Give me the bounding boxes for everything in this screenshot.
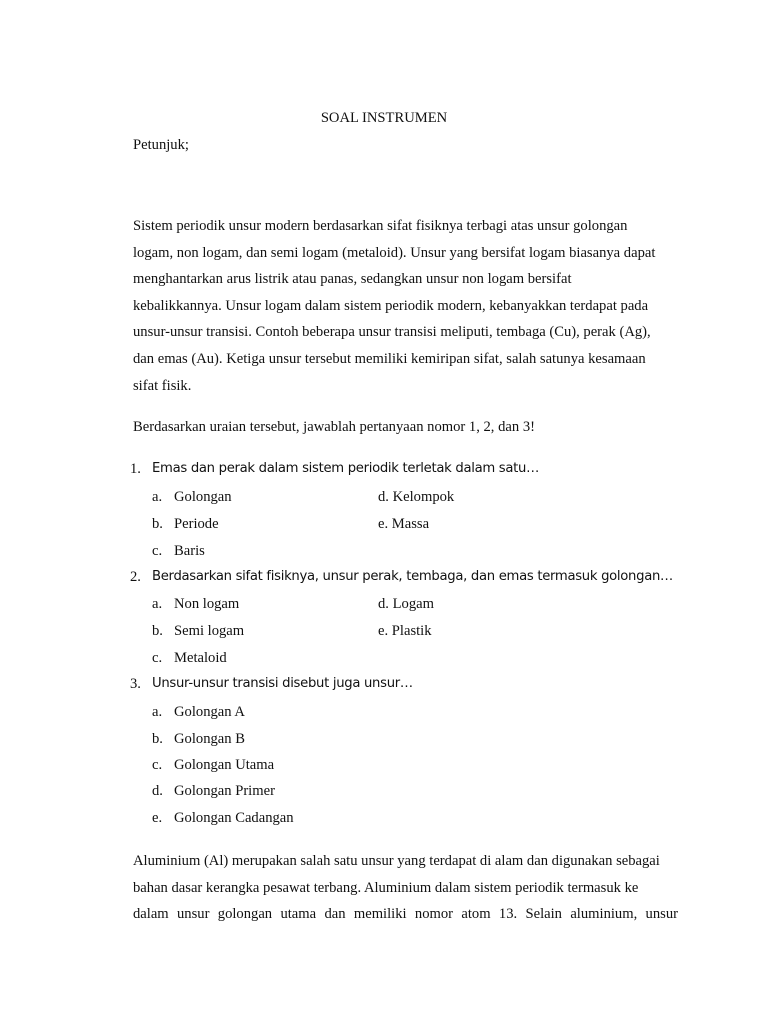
option-letter: c. <box>152 543 163 559</box>
option-text: Periode <box>174 516 219 532</box>
option-d <box>378 489 454 506</box>
option-c <box>152 650 227 667</box>
passage-line: dan emas (Au). Ketiga unsur tersebut memiliki kemiripan sifat, salah satunya kesamaan <box>133 350 646 367</box>
option-e <box>378 516 429 533</box>
question-number: 1. <box>130 461 141 477</box>
document-title: SOAL INSTRUMEN <box>320 110 448 126</box>
option-letter: a. <box>152 596 163 612</box>
option-letter: e. <box>378 516 389 532</box>
option-b <box>152 516 219 533</box>
option-a <box>152 596 239 613</box>
option-letter: b. <box>152 731 163 747</box>
instructions-label: Petunjuk; <box>133 137 189 153</box>
passage-line: menghantarkan arus listrik atau panas, sedangkan unsur non logam bersifat <box>133 271 572 288</box>
option-letter: b. <box>152 516 163 532</box>
option-letter: a. <box>152 489 163 505</box>
option-letter: b. <box>152 623 163 639</box>
question-number: 2. <box>130 569 141 585</box>
option-e <box>378 623 432 640</box>
option-letter: d. <box>152 783 163 799</box>
option-a <box>152 489 232 506</box>
passage-line: bahan dasar kerangka pesawat terbang. Aluminium dalam sistem periodik termasuk ke <box>133 879 639 896</box>
option-letter: d. <box>378 489 389 505</box>
option-c <box>152 757 274 774</box>
option-b <box>152 731 245 748</box>
option-text: Golongan A <box>174 704 245 720</box>
passage-line: dalam unsur golongan utama dan memiliki nomor atom 13. Selain aluminium, unsur <box>133 906 678 923</box>
option-c <box>152 543 205 560</box>
option-letter: a. <box>152 704 163 720</box>
option-d <box>378 596 434 613</box>
option-text: Logam <box>392 596 434 612</box>
option-text: Golongan Utama <box>174 757 275 773</box>
question-number: 3. <box>130 676 141 692</box>
option-text: Golongan Cadangan <box>174 810 294 826</box>
option-letter: e. <box>378 623 389 639</box>
option-text: Non logam <box>174 596 240 612</box>
option-a <box>152 704 245 721</box>
passage-line: Aluminium (Al) merupakan salah satu unsur yang terdapat di alam dan digunakan sebagai <box>133 853 660 869</box>
option-letter: c. <box>152 650 163 666</box>
option-d <box>152 783 275 800</box>
question-text: Berdasarkan sifat fisiknya, unsur perak, tembaga, dan emas termasuk golongan… <box>152 569 673 584</box>
passage-line: kebalikkannya. Unsur logam dalam sistem periodik modern, kebanyakkan terdapat pada <box>133 297 649 314</box>
passage-line: sifat fisik. <box>133 377 192 394</box>
option-text: Golongan <box>174 489 232 505</box>
option-text: Plastik <box>391 623 432 639</box>
option-text: Golongan Primer <box>174 783 275 799</box>
option-text: Metaloid <box>174 650 227 666</box>
option-text: Kelompok <box>392 489 455 505</box>
option-letter: d. <box>378 596 389 612</box>
reading-passage-2 <box>133 848 678 928</box>
passage-line: Sistem periodik unsur modern berdasarkan sifat fisiknya terbagi atas unsur golongan <box>133 218 628 234</box>
passage-line: unsur-unsur transisi. Contoh beberapa unsur transisi meliputi, tembaga (Cu), perak (Ag), <box>133 324 651 341</box>
option-letter: c. <box>152 757 163 773</box>
option-e <box>152 810 294 827</box>
option-text: Semi logam <box>174 623 245 639</box>
question-text: Emas dan perak dalam sistem periodik terletak dalam satu… <box>152 461 539 476</box>
option-text: Baris <box>174 543 205 559</box>
option-letter: e. <box>152 810 163 826</box>
option-b <box>152 623 244 640</box>
option-text: Massa <box>391 516 430 532</box>
passage-line: logam, non logam, dan semi logam (metaloid). Unsur yang bersifat logam biasanya dapat <box>133 244 656 261</box>
option-text: Golongan B <box>174 731 245 747</box>
question-text: Unsur-unsur transisi disebut juga unsur… <box>152 676 413 691</box>
question-instruction: Berdasarkan uraian tersebut, jawablah pertanyaan nomor 1, 2, dan 3! <box>133 419 535 435</box>
reading-passage-1 <box>133 213 678 399</box>
